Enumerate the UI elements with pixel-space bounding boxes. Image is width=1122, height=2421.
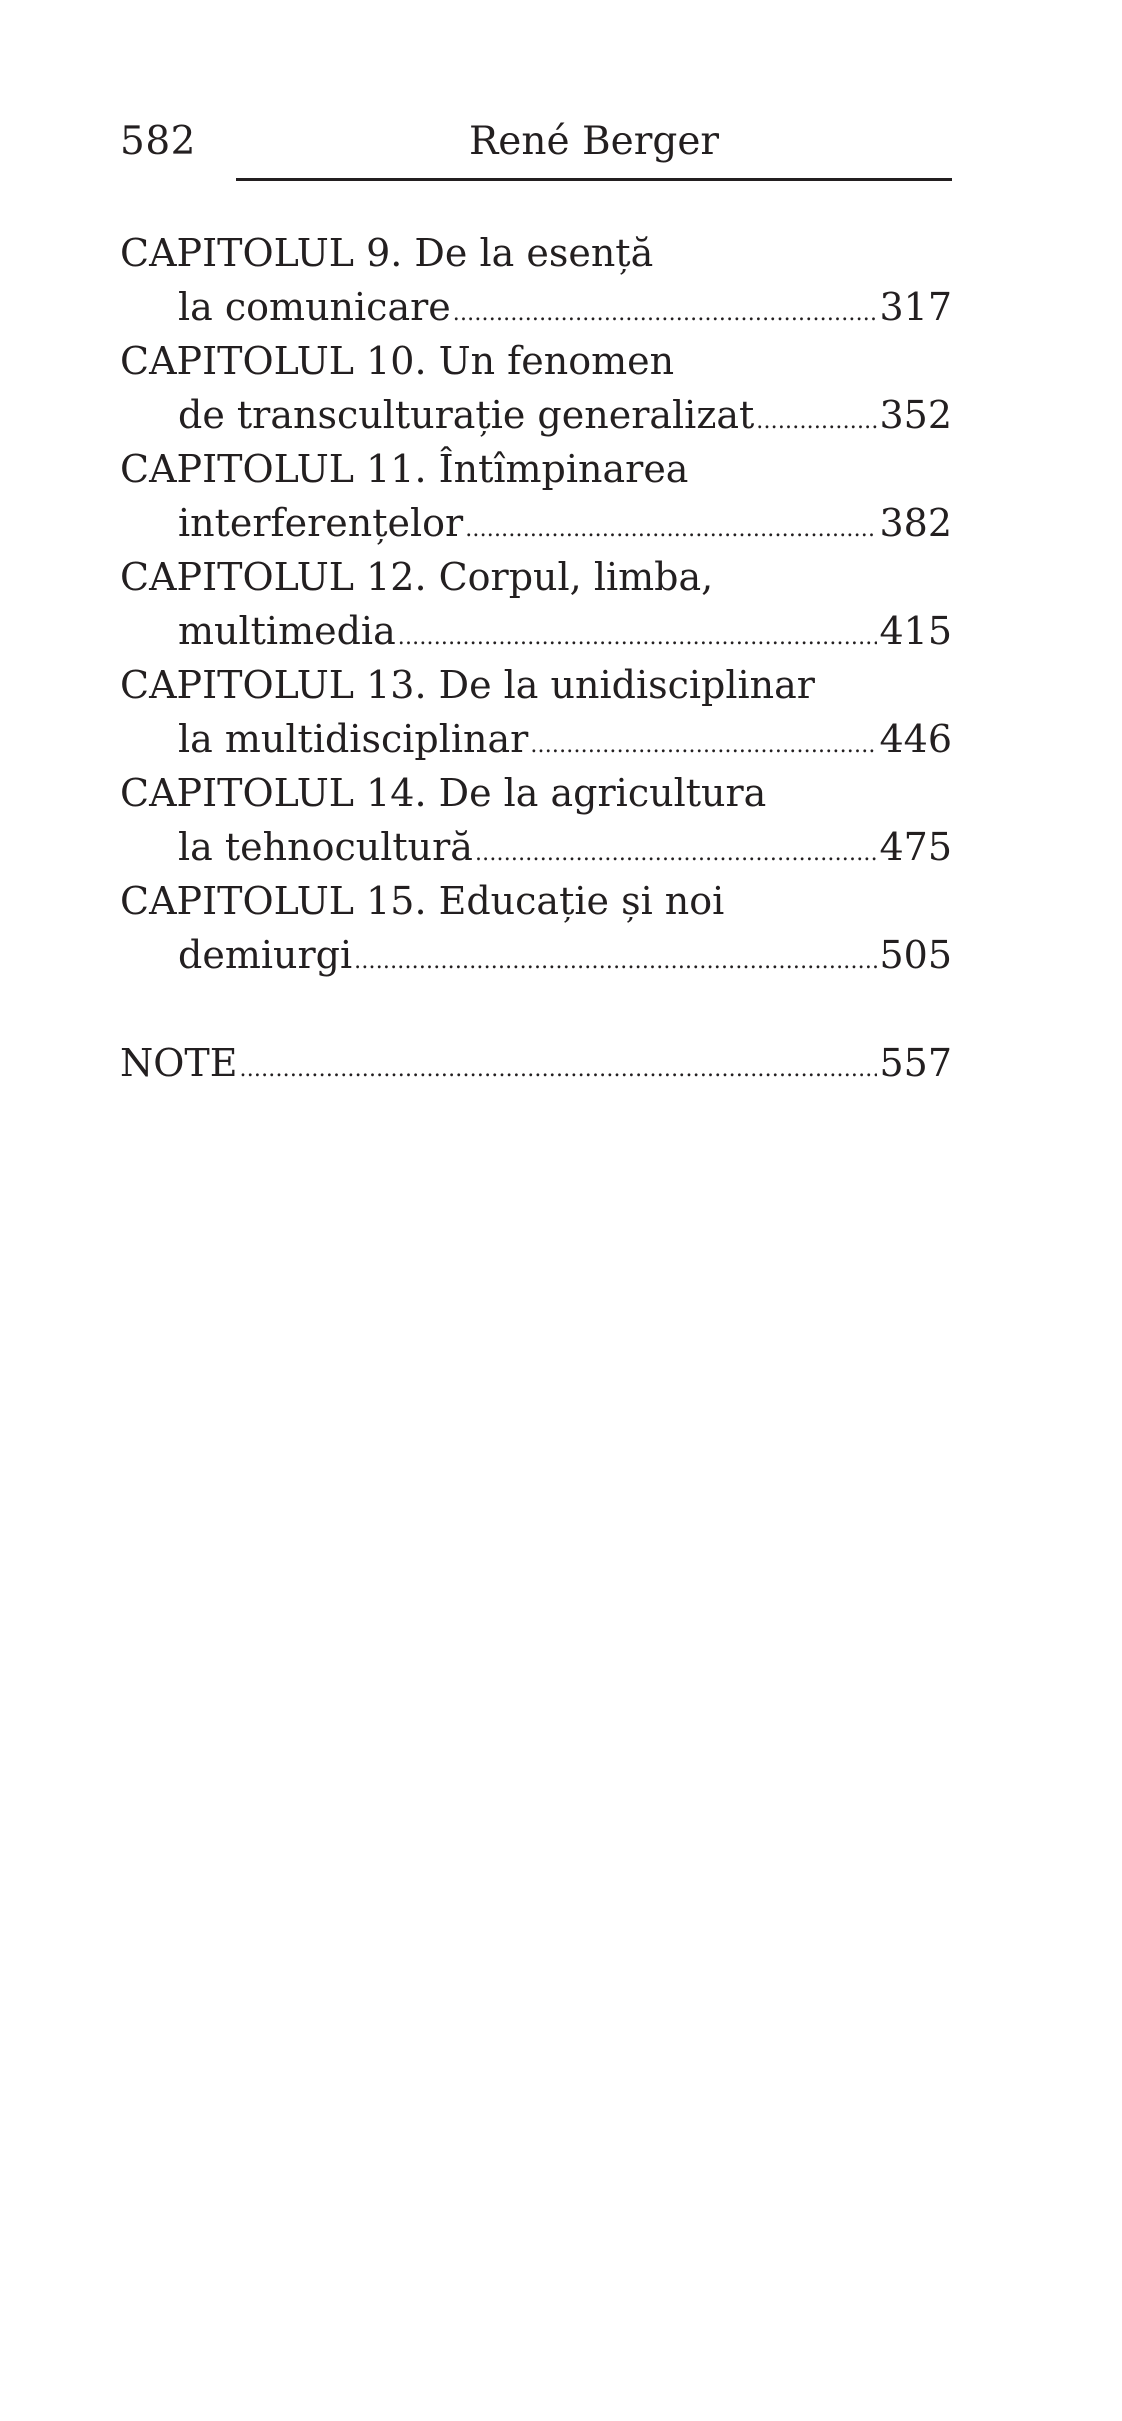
toc-entry-continuation: [120, 712, 952, 766]
dot-leader: [756, 388, 877, 449]
toc-entry-subtitle: interferențelor: [178, 501, 464, 545]
toc-entry-title: CAPITOLUL 14. De la agricultura: [120, 771, 767, 815]
table-of-contents: [120, 226, 952, 1090]
dot-leader: [354, 928, 877, 989]
toc-entry-chapter-12: [120, 550, 952, 658]
toc-entry-chapter-13: [120, 658, 952, 766]
toc-entry-subtitle: de transculturație generalizat: [178, 393, 755, 437]
toc-entry-subtitle: la multidisciplinar: [178, 717, 529, 761]
dot-leader: [530, 712, 877, 773]
toc-entry-chapter-15: [120, 874, 952, 982]
toc-entry-page: 382: [879, 501, 952, 545]
header-rule: [236, 178, 952, 181]
dot-leader: [465, 496, 877, 557]
toc-entry-continuation: [120, 928, 952, 982]
toc-entry-page: 317: [879, 285, 952, 329]
toc-entry-subtitle: multimedia: [178, 609, 396, 653]
toc-entry-title: CAPITOLUL 9. De la esență: [120, 231, 654, 275]
page-number: 582: [120, 119, 196, 164]
dot-leader: [453, 280, 878, 341]
toc-entry-notes-line: [120, 1036, 952, 1090]
toc-entry-title: CAPITOLUL 12. Corpul, limba,: [120, 555, 714, 599]
toc-entry-title: CAPITOLUL 15. Educație și noi: [120, 879, 725, 923]
toc-entry-notes: [120, 1036, 952, 1090]
toc-entry-subtitle: demiurgi: [178, 933, 353, 977]
running-header: [120, 112, 952, 182]
toc-entry-continuation: [120, 604, 952, 658]
toc-entry-title: CAPITOLUL 11. Întîmpinarea: [120, 447, 689, 491]
toc-entry-continuation: [120, 496, 952, 550]
toc-entry-chapter-14: [120, 766, 952, 874]
toc-entry-notes-label: NOTE: [120, 1041, 238, 1085]
toc-entry-subtitle: la tehnocultură: [178, 825, 473, 869]
toc-entry-chapter-9: [120, 226, 952, 334]
dot-leader: [475, 820, 878, 881]
toc-entry-page: 446: [879, 717, 952, 761]
toc-entry-title: CAPITOLUL 13. De la unidisciplinar: [120, 663, 815, 707]
toc-entry-page: 557: [879, 1041, 952, 1085]
dot-leader: [240, 1036, 878, 1097]
toc-entry-page: 352: [879, 393, 952, 437]
toc-entry-continuation: [120, 388, 952, 442]
toc-entry-page: 475: [879, 825, 952, 869]
toc-entry-chapter-10: [120, 334, 952, 442]
toc-entry-subtitle: la comunicare: [178, 285, 451, 329]
toc-entry-chapter-11: [120, 442, 952, 550]
toc-entry-title: CAPITOLUL 10. Un fenomen: [120, 339, 675, 383]
toc-entry-continuation: [120, 820, 952, 874]
toc-entry-continuation: [120, 280, 952, 334]
toc-entry-page: 415: [879, 609, 952, 653]
dot-leader: [398, 604, 878, 665]
running-title: René Berger: [468, 119, 720, 164]
toc-entry-page: 505: [879, 933, 952, 977]
